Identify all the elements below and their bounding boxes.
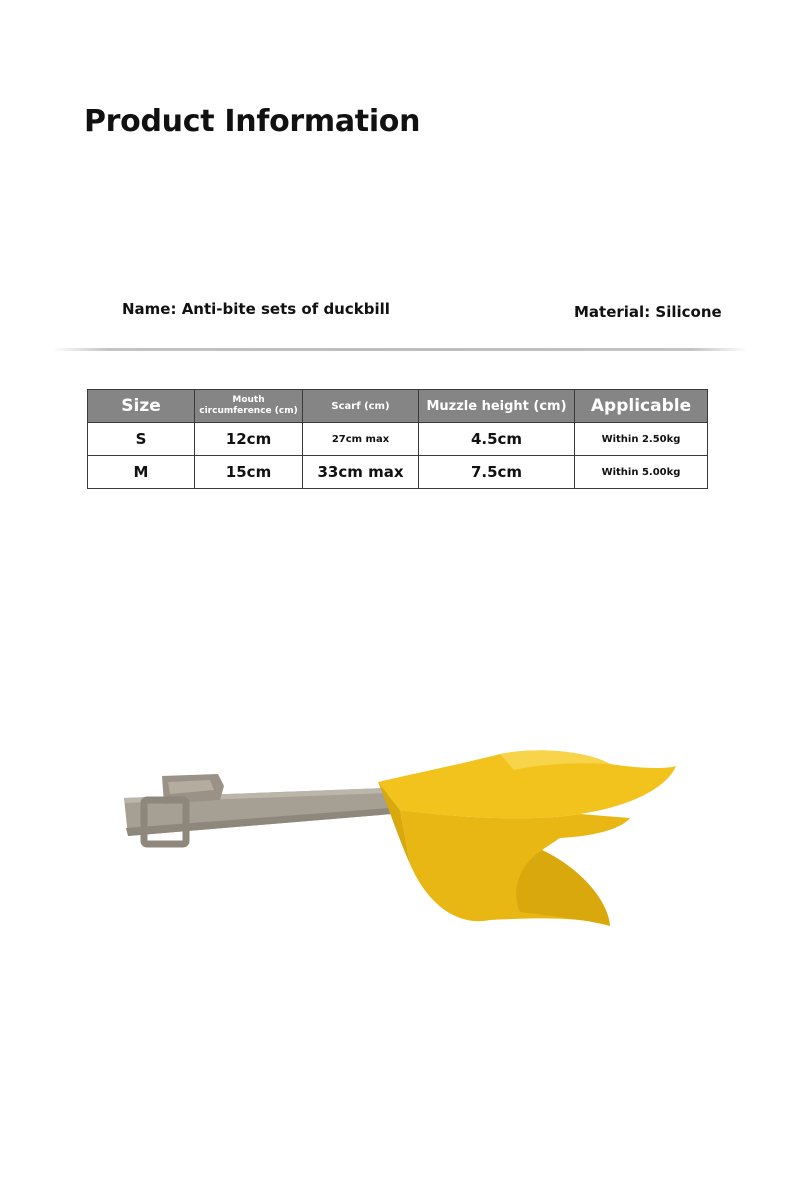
divider: [52, 348, 748, 351]
header-size: Size: [88, 390, 195, 423]
cell-scarf: 27cm max: [303, 423, 419, 456]
header-muzzle-height: Muzzle height (cm): [419, 390, 575, 423]
cell-mouth: 15cm: [195, 456, 303, 489]
table-row: [88, 423, 708, 456]
cell-muzzle: 4.5cm: [419, 423, 575, 456]
cell-size: S: [88, 423, 195, 456]
cell-applicable: Within 5.00kg: [575, 456, 708, 489]
duckbill-muzzle-image: [110, 740, 700, 940]
page-title: Product Information: [84, 104, 421, 139]
size-table: [87, 389, 708, 489]
header-mouth-circumference: [195, 390, 303, 423]
header-applicable: Applicable: [575, 390, 708, 423]
product-material: Material: Silicone: [574, 303, 722, 321]
header-mouth-line2: circumference (cm): [199, 406, 298, 416]
table-row: [88, 456, 708, 489]
header-mouth-line1: Mouth: [232, 395, 265, 405]
cell-applicable: Within 2.50kg: [575, 423, 708, 456]
header-scarf: Scarf (cm): [303, 390, 419, 423]
cell-mouth: 12cm: [195, 423, 303, 456]
duckbill: [378, 750, 676, 926]
cell-muzzle: 7.5cm: [419, 456, 575, 489]
table-header-row: [88, 390, 708, 423]
cell-size: M: [88, 456, 195, 489]
product-name: Name: Anti-bite sets of duckbill: [122, 300, 390, 318]
cell-scarf: 33cm max: [303, 456, 419, 489]
